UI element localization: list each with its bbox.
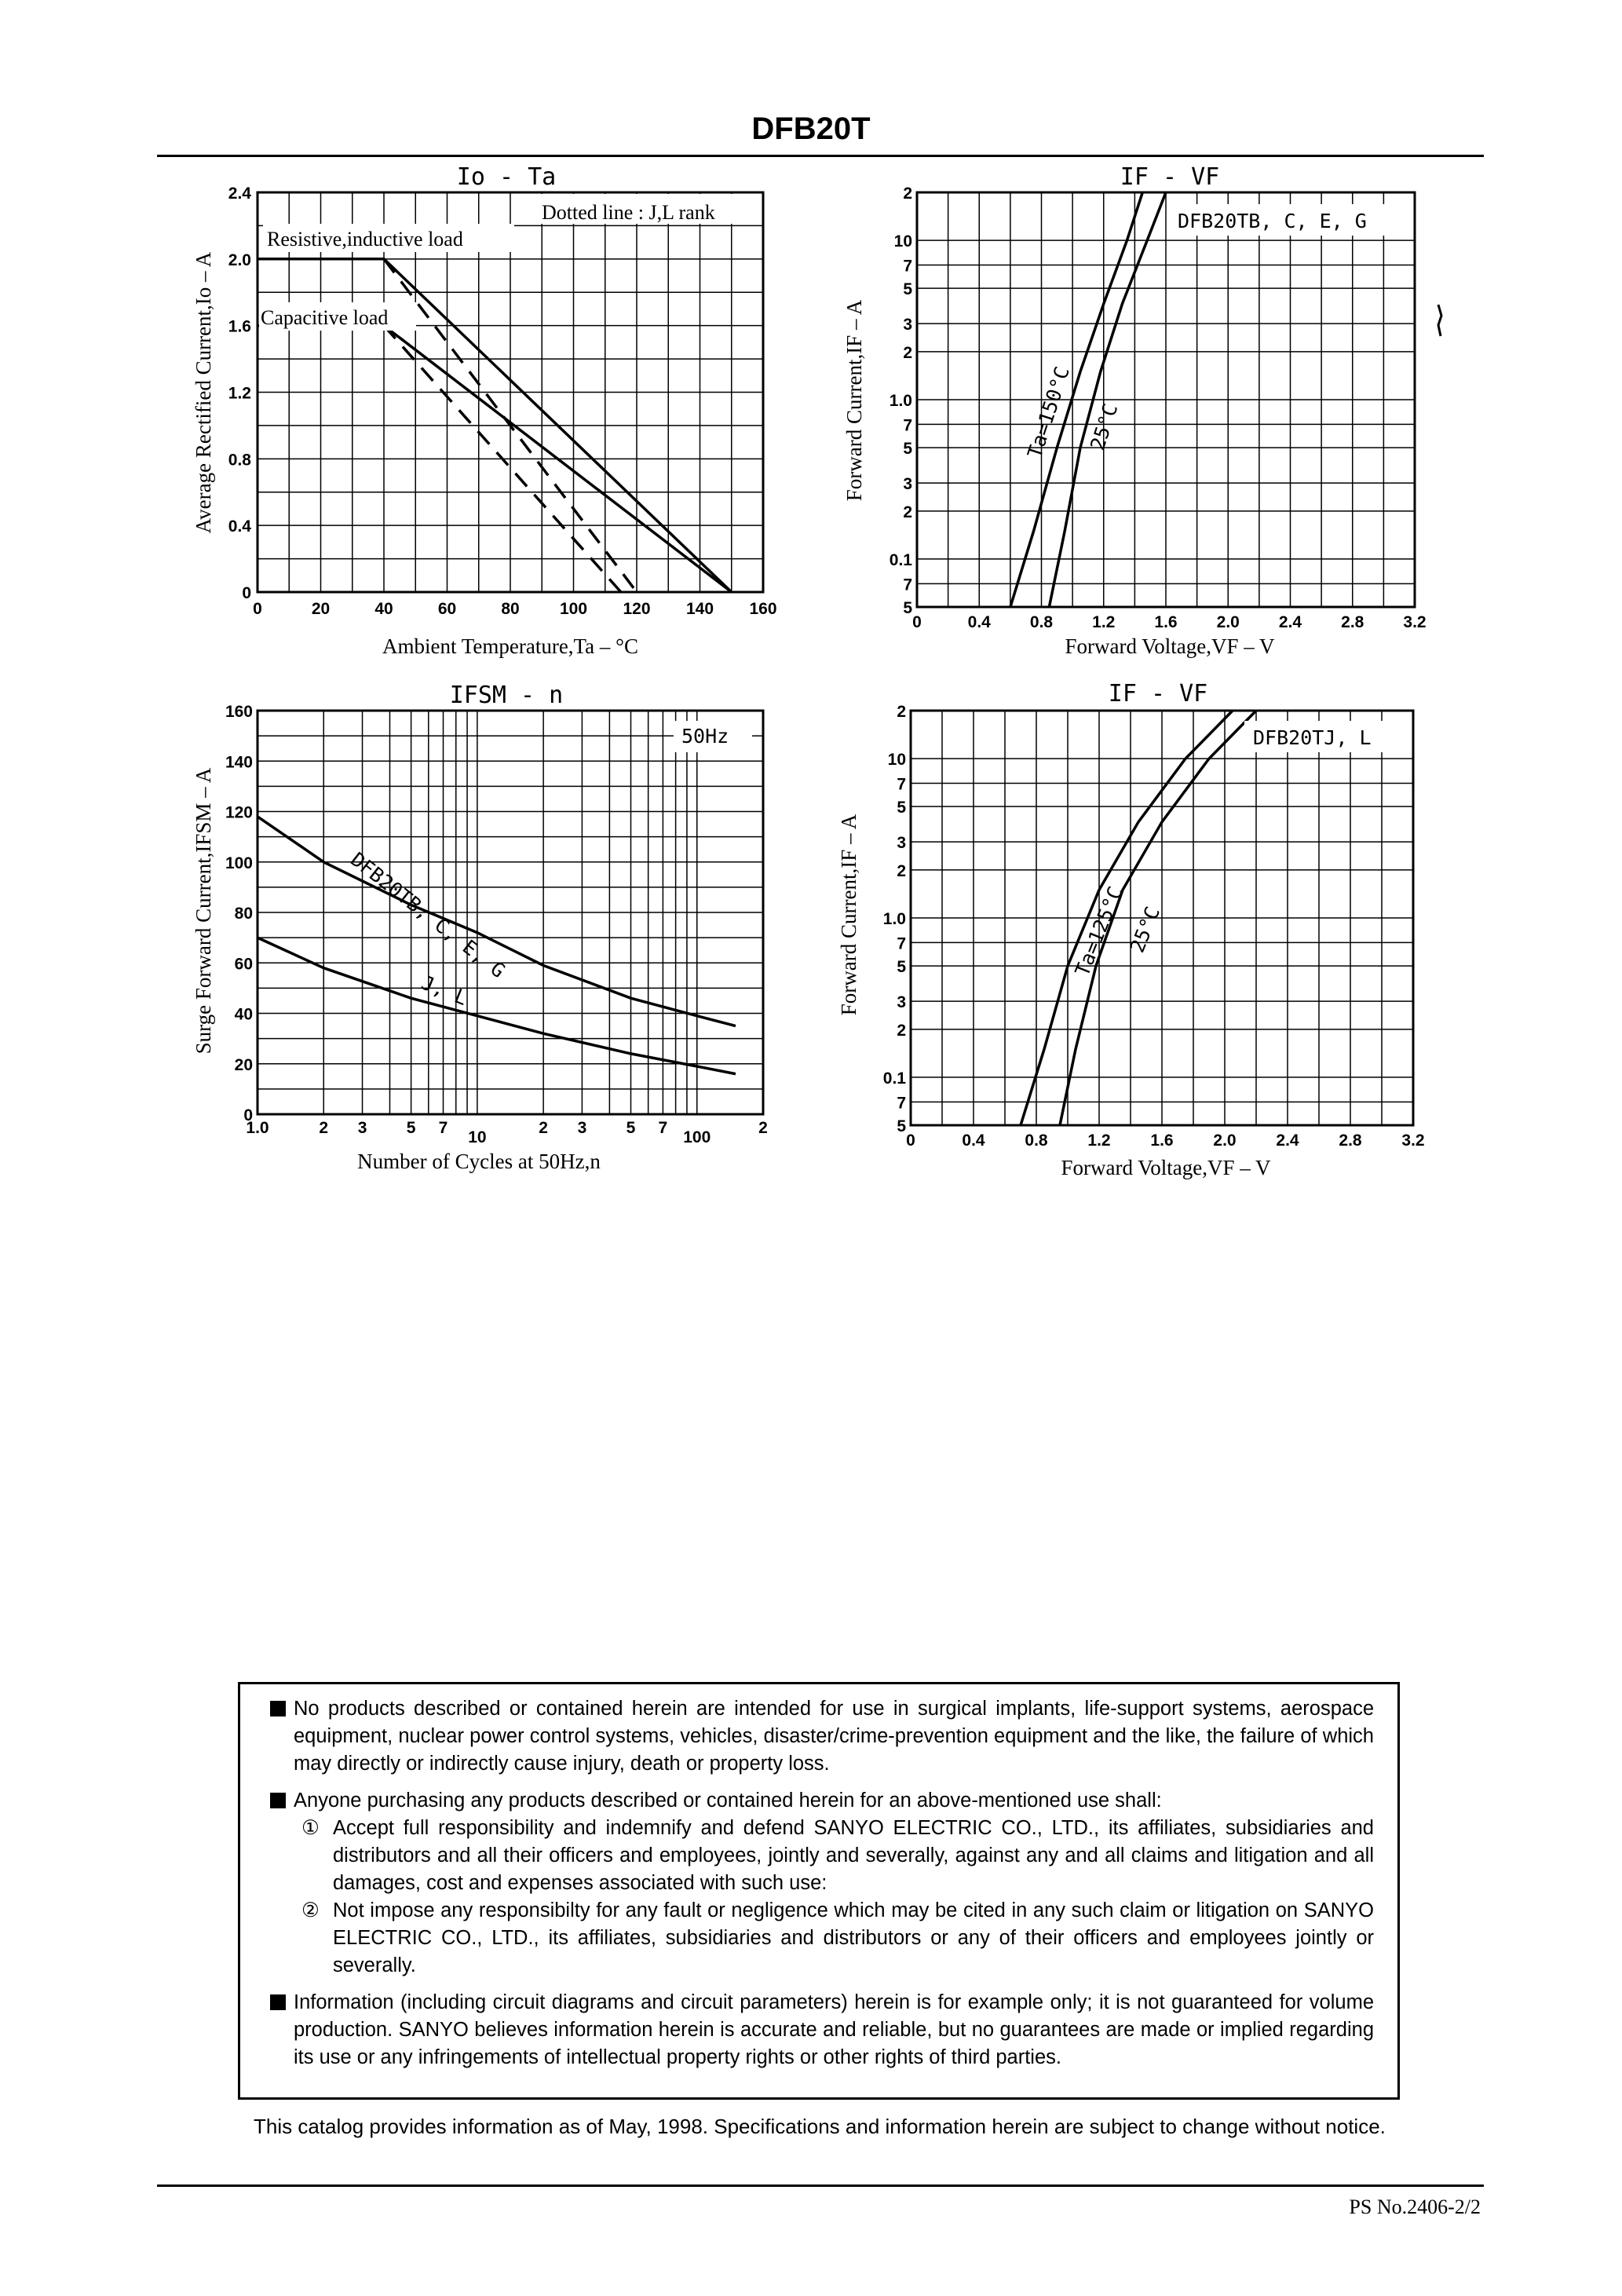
x-tick-label: 20 — [311, 600, 331, 618]
ifsm-n-y-ticks — [225, 703, 253, 1124]
x-tick-label: 80 — [501, 600, 520, 618]
if-vf-1-ylabel: Forward Current,IF – A — [842, 299, 866, 502]
y-tick-label: 7 — [897, 775, 906, 794]
y-tick-label: 2.4 — [228, 185, 251, 203]
y-tick-label: 2.0 — [228, 250, 251, 269]
x-tick-label: 60 — [437, 600, 457, 618]
if-vf-2-ylabel: Forward Current,IF – A — [837, 813, 860, 1016]
if-vf-1-title: IF - VF — [1120, 163, 1220, 191]
ifsm-n-xlabel: Number of Cycles at 50Hz,n — [357, 1150, 601, 1173]
y-tick-label: 5 — [903, 599, 912, 617]
circled-number-1: ① — [301, 1817, 320, 1839]
y-tick-label: 2 — [897, 1021, 906, 1040]
io-ta-title: Io - Ta — [456, 163, 557, 191]
y-tick-label: 140 — [225, 753, 253, 772]
y-tick-label: 7 — [903, 416, 912, 435]
if-vf-2-xlabel: Forward Voltage,VF – V — [1061, 1156, 1271, 1179]
io-ta-label-resistive: Resistive,inductive load — [267, 228, 463, 250]
y-tick-label: 40 — [234, 1005, 253, 1024]
x-tick-label: 5 — [626, 1119, 636, 1137]
x-tick-label: 120 — [623, 600, 651, 618]
x-tick-label: 2 — [539, 1119, 548, 1137]
if-vf-2-y-ticks — [883, 703, 907, 1135]
x-tick-label: 3.2 — [1403, 613, 1427, 631]
ifsm-n-ylabel: Surge Forward Current,IFSM – A — [192, 767, 215, 1055]
x-tick-label: 2.8 — [1341, 613, 1364, 631]
y-tick-label: 0.1 — [882, 1069, 906, 1088]
x-tick-label: 3 — [577, 1119, 587, 1137]
circled-number-2: ② — [301, 1899, 320, 1921]
y-tick-label: 2 — [903, 343, 912, 362]
disclaimer-box — [238, 1682, 1400, 2100]
x-tick-label: 2 — [319, 1119, 329, 1137]
y-tick-label: 1.0 — [882, 910, 906, 928]
io-ta-label-capacitive: Capacitive load — [261, 306, 389, 329]
ifsm-n-chart — [192, 682, 768, 1173]
document-title: DFB20T — [751, 112, 871, 146]
disclaimer-para-3 — [270, 1989, 1374, 2071]
y-tick-label: 160 — [225, 703, 253, 721]
y-tick-label: 5 — [903, 440, 912, 459]
io-ta-y-ticks — [228, 185, 252, 602]
if-vf-2-x-ticks — [906, 1132, 1424, 1150]
bullet-square — [270, 1793, 286, 1808]
y-tick-label: 100 — [225, 854, 253, 872]
x-tick-label: 0.8 — [1025, 1132, 1048, 1150]
x-tick-label: 0.4 — [967, 613, 991, 631]
y-tick-label: 0 — [243, 1106, 253, 1124]
bullet-square — [270, 1701, 286, 1717]
y-tick-label: 1.0 — [889, 392, 912, 410]
x-tick-label: 1.0 — [246, 1119, 269, 1137]
y-tick-label: 0.4 — [228, 517, 251, 536]
if-vf-2-title: IF - VF — [1108, 680, 1208, 707]
y-tick-label: 120 — [225, 803, 253, 822]
y-tick-label: 2 — [903, 185, 912, 203]
x-tick-label: 0.4 — [962, 1132, 985, 1150]
y-tick-label: 3 — [897, 834, 906, 853]
x-tick-label: 7 — [658, 1119, 668, 1137]
disclaimer-text-2: Anyone purchasing any products described or contained herein for an above-mentioned use shall: — [294, 1790, 1162, 1812]
if-vf-2-cold-label: 25°C — [1125, 903, 1165, 956]
io-ta-chart — [192, 163, 777, 658]
io-ta-note: Dotted line : J,L rank — [542, 201, 715, 224]
io-ta-xlabel: Ambient Temperature,Ta – °C — [382, 634, 638, 658]
disclaimer-sub-text-2: Not impose any responsibilty for any fault or negligence which may be cited in any such claim or litigation on SANYO ELECTRIC CO., LTD., its affiliates, subsidiaries and distributors or any of their officers and employees jointly or severally. — [333, 1899, 1374, 1976]
y-tick-label: 5 — [897, 799, 906, 817]
x-tick-label: 2.0 — [1216, 613, 1240, 631]
disclaimer-text-3: Information (including circuit diagrams and circuit parameters) herein is for example only; it is not guaranteed for volume production. SANYO believes information herein is accurate and reliable, but no guarantees are made or implied regarding its use or any infringements of intellectual property rights or other rights of third parties. — [294, 1991, 1374, 2068]
ifsm-n-x-ticks — [246, 1119, 767, 1146]
ifsm-n-freq: 50Hz — [681, 725, 729, 748]
catalog-footnote: This catalog provides information as of May, 1998. Specifications and information herein are subject to change without notice. — [254, 2115, 1386, 2138]
x-tick-label: 5 — [406, 1119, 416, 1137]
y-tick-label: 10 — [887, 751, 906, 770]
page-number: PS No.2406-2/2 — [1349, 2195, 1481, 2218]
x-tick-label: 3.2 — [1401, 1132, 1425, 1150]
x-tick-label: 0 — [253, 600, 262, 618]
if-vf-2-model: DFB20TJ, L — [1253, 726, 1372, 749]
y-tick-label: 3 — [903, 316, 912, 335]
ifsm-n-curves — [258, 817, 736, 1074]
disclaimer-para-2 — [270, 1787, 1374, 1815]
y-tick-label: 20 — [234, 1055, 253, 1074]
if-vf-1-chart — [842, 163, 1427, 658]
y-tick-label: 10 — [893, 232, 912, 251]
x-tick-label: 100 — [683, 1128, 711, 1146]
x-tick-label: 1.2 — [1092, 613, 1116, 631]
x-tick-label: 0 — [906, 1132, 915, 1150]
disclaimer-sub-2 — [270, 1897, 1374, 1980]
disclaimer-para-1 — [270, 1695, 1374, 1778]
y-tick-label: 2 — [897, 703, 906, 721]
x-tick-label: 40 — [374, 600, 393, 618]
y-tick-label: 7 — [903, 257, 912, 276]
y-tick-label: 7 — [897, 1094, 906, 1113]
y-tick-label: 2 — [903, 503, 912, 521]
x-tick-label: 2 — [758, 1119, 768, 1137]
scan-mark — [1438, 305, 1441, 336]
x-tick-label: 10 — [468, 1128, 487, 1146]
y-tick-label: 1.2 — [228, 384, 251, 403]
if-vf-1-y-ticks — [890, 185, 913, 617]
x-tick-label: 0.8 — [1029, 613, 1054, 631]
y-tick-label: 5 — [897, 1117, 906, 1135]
ifsm-n-grid — [258, 711, 763, 1114]
x-tick-label: 2.4 — [1278, 613, 1302, 631]
x-tick-label: 140 — [685, 600, 714, 618]
x-tick-label: 7 — [438, 1119, 448, 1137]
y-tick-label: 3 — [903, 475, 912, 494]
x-tick-label: 1.6 — [1154, 613, 1178, 631]
bullet-square — [270, 1994, 286, 2010]
y-tick-label: 80 — [234, 905, 253, 923]
io-ta-ylabel: Average Rectified Current,Io – A — [192, 251, 215, 534]
y-tick-label: 0 — [242, 584, 251, 602]
x-tick-label: 100 — [559, 600, 588, 618]
disclaimer-sub-text-1: Accept full responsibility and indemnify and defend SANYO ELECTRIC CO., LTD., its affiliates, subsidiaries and distributors and all their officers and employees, jointly and severally, against any and all claims and litigation and all damages, cost and expenses associated with such use: — [333, 1817, 1374, 1894]
footer-rule — [157, 2184, 1484, 2187]
io-ta-grid — [258, 192, 763, 592]
if-vf-1-model: DFB20TB, C, E, G — [1178, 210, 1367, 232]
ifsm-n-title: IFSM - n — [449, 682, 564, 709]
y-tick-label: 2 — [897, 861, 906, 880]
y-tick-label: 7 — [897, 934, 906, 953]
ifsm-n-series-a-label: DFB20TB, C, E, G — [346, 847, 510, 982]
io-ta-x-ticks — [253, 600, 776, 618]
y-tick-label: 3 — [897, 993, 906, 1012]
x-tick-label: 2.0 — [1213, 1132, 1237, 1150]
if-vf-1-hot-label: Ta=150°C — [1023, 364, 1074, 461]
if-vf-1-cold-label: 25°C — [1086, 400, 1123, 453]
x-tick-label: 1.6 — [1150, 1132, 1174, 1150]
x-tick-label: 160 — [749, 600, 777, 618]
y-tick-label: 0.1 — [889, 550, 912, 569]
ifsm-n-series-b-label: J, L — [418, 971, 471, 1011]
y-tick-label: 5 — [897, 958, 906, 977]
x-tick-label: 3 — [357, 1119, 367, 1137]
x-tick-label: 1.2 — [1087, 1132, 1111, 1150]
if-vf-2-chart — [837, 680, 1425, 1179]
x-tick-label: 0 — [912, 613, 922, 631]
y-tick-label: 60 — [234, 955, 253, 974]
if-vf-1-grid — [917, 192, 1415, 607]
y-tick-label: 7 — [903, 576, 912, 594]
if-vf-1-xlabel: Forward Voltage,VF – V — [1065, 634, 1275, 658]
y-tick-label: 0.8 — [228, 451, 251, 470]
series-tb-c-e-g-curve — [258, 817, 736, 1026]
x-tick-label: 2.8 — [1339, 1132, 1362, 1150]
if-vf-2-hot-label: Ta=125°C — [1070, 883, 1127, 980]
x-tick-label: 2.4 — [1276, 1132, 1299, 1150]
y-tick-label: 1.6 — [228, 317, 251, 336]
disclaimer-text-1: No products described or contained herein are intended for use in surgical implants, life-support systems, aerospace equipment, nuclear power control systems, vehicles, disaster/crime-prevention equipment and the like, the failure of which may directly or indirectly cause injury, death or property loss. — [294, 1698, 1374, 1775]
y-tick-label: 5 — [903, 280, 912, 299]
if-vf-1-x-ticks — [912, 613, 1426, 631]
disclaimer-sub-1 — [270, 1815, 1374, 1897]
